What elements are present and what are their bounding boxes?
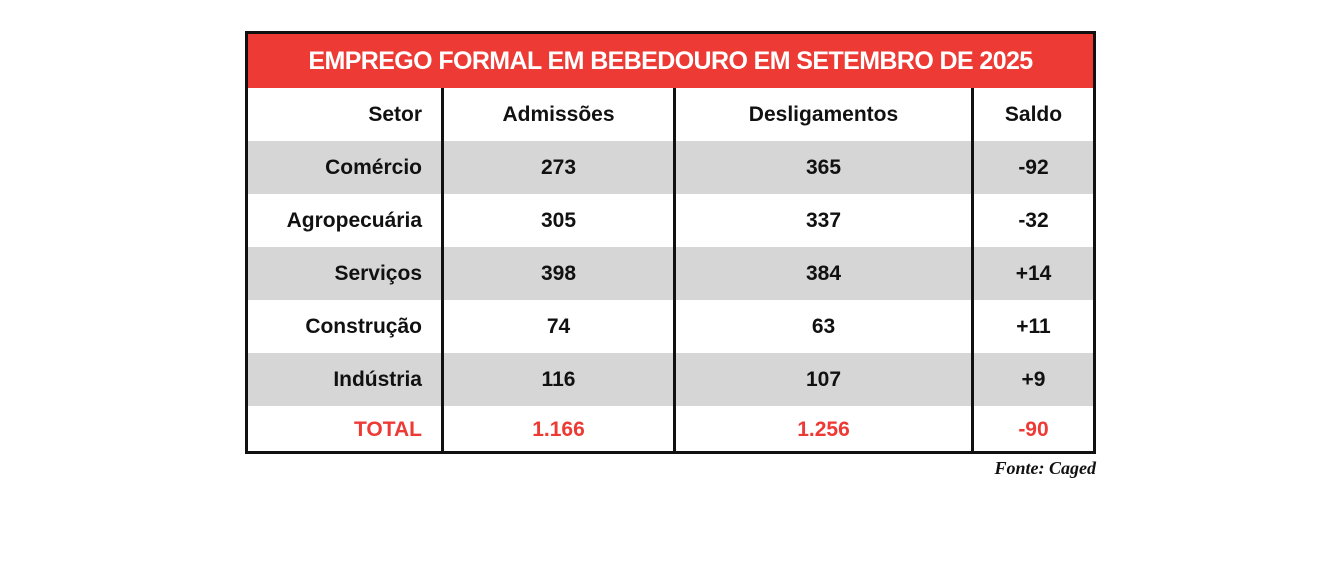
cell-saldo: +11 — [1016, 314, 1051, 338]
employment-table — [245, 31, 1096, 454]
cell-saldo: -92 — [1018, 155, 1049, 179]
column-header-setor: Setor — [368, 102, 422, 126]
cell-setor: Construção — [305, 314, 422, 338]
column-divider — [971, 88, 974, 454]
column-header-desligamentos: Desligamentos — [748, 102, 899, 126]
cell-admissoes: 273 — [540, 155, 577, 179]
cell-saldo: +9 — [1021, 367, 1046, 391]
table-row — [248, 247, 1093, 300]
column-header-saldo: Saldo — [1004, 102, 1063, 126]
table-total-row — [248, 406, 1093, 454]
total-desligamentos: 1.256 — [797, 418, 850, 441]
table-header-row — [248, 88, 1093, 141]
cell-saldo: -32 — [1018, 208, 1049, 232]
table-row — [248, 141, 1093, 194]
table-title: EMPREGO FORMAL EM BEBEDOURO EM SETEMBRO DE 2025 — [248, 34, 1093, 88]
cell-desligamentos: 365 — [805, 155, 842, 179]
cell-desligamentos: 384 — [805, 261, 842, 285]
cell-saldo: +14 — [1015, 261, 1052, 285]
total-admissoes: 1.166 — [532, 418, 585, 441]
column-header-admissoes: Admissões — [502, 102, 615, 126]
cell-desligamentos: 337 — [805, 208, 842, 232]
total-label: TOTAL — [353, 418, 422, 441]
cell-admissoes: 74 — [546, 314, 571, 338]
cell-admissoes: 116 — [541, 367, 576, 391]
column-divider — [673, 88, 676, 454]
column-divider — [441, 88, 444, 454]
cell-admissoes: 305 — [540, 208, 577, 232]
cell-desligamentos: 107 — [805, 367, 842, 391]
cell-setor: Agropecuária — [286, 208, 422, 232]
table-row — [248, 194, 1093, 247]
cell-desligamentos: 63 — [811, 314, 836, 338]
table-row — [248, 300, 1093, 353]
cell-admissoes: 398 — [540, 261, 577, 285]
cell-setor: Comércio — [325, 155, 422, 179]
cell-setor: Indústria — [333, 367, 422, 391]
source-note: Fonte: Caged — [994, 458, 1096, 478]
total-saldo: -90 — [1018, 418, 1049, 441]
cell-setor: Serviços — [334, 261, 422, 285]
table-row — [248, 353, 1093, 406]
